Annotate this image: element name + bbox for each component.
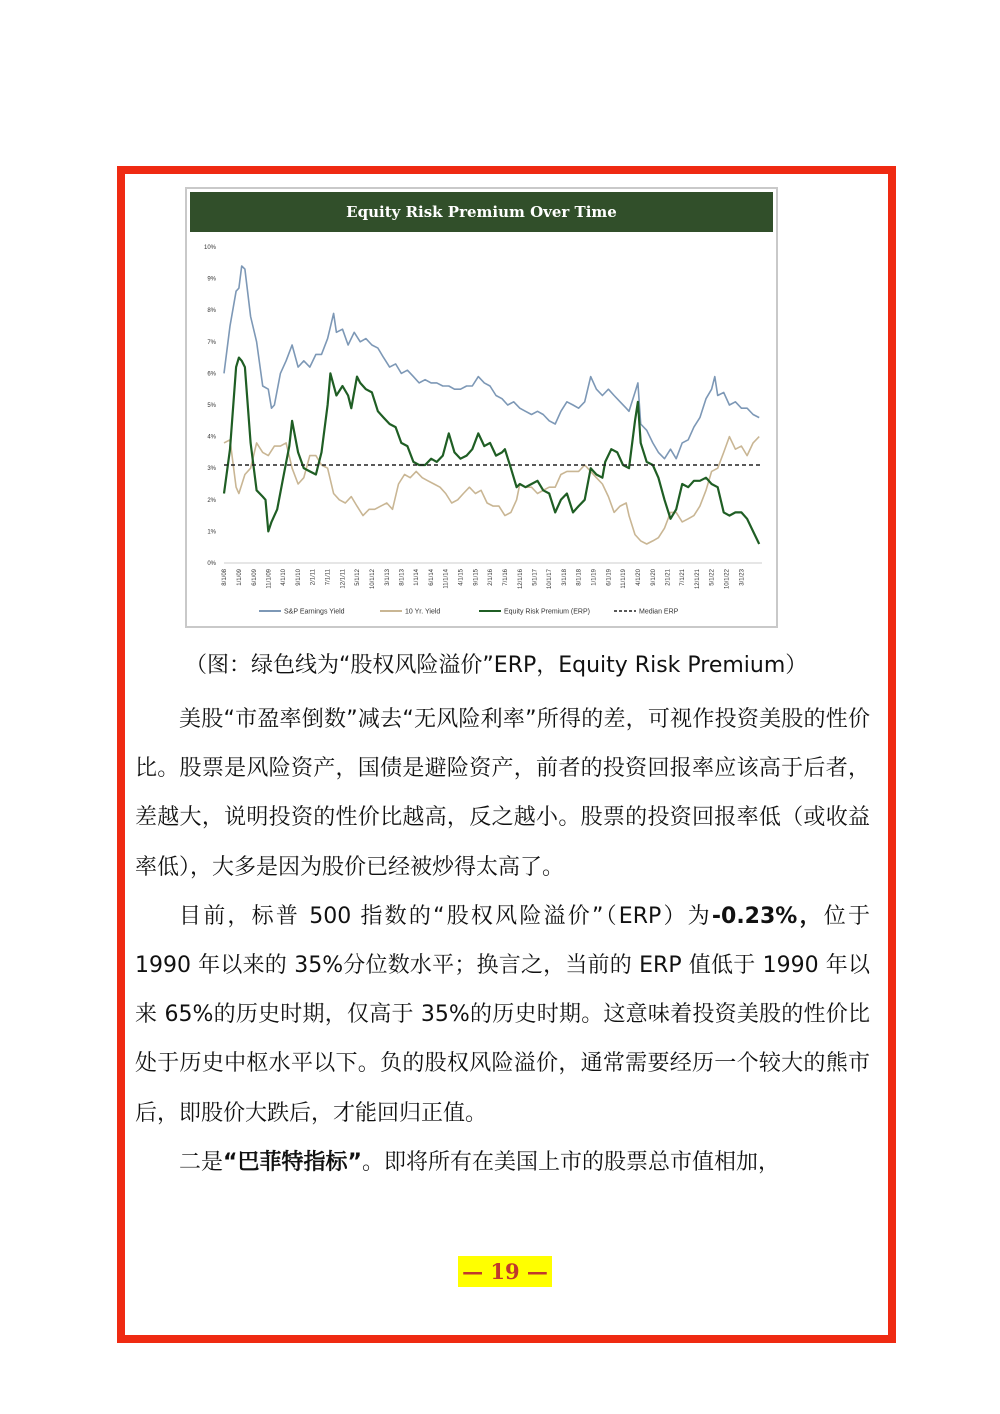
x-tick-label: 6/1/19 [606, 569, 613, 586]
article-body [135, 695, 870, 1187]
y-tick-label: 7% [207, 339, 216, 346]
series-line-s-p-earnings-yield [224, 266, 759, 459]
chart-plot [187, 189, 776, 626]
y-tick-label: 4% [207, 434, 216, 441]
x-tick-label: 12/1/21 [695, 569, 702, 590]
x-tick-label: 1/1/09 [236, 569, 243, 586]
y-tick-label: 1% [207, 529, 216, 536]
x-tick-label: 6/1/09 [251, 569, 258, 586]
erp-value: -0.23%， [711, 903, 824, 929]
x-tick-label: 4/1/20 [635, 569, 642, 586]
x-tick-label: 1/1/19 [591, 569, 598, 586]
legend-label: 10 Yr. Yield [405, 608, 441, 616]
x-tick-label: 8/1/08 [222, 569, 228, 586]
x-tick-label: 5/1/17 [532, 569, 539, 586]
x-tick-label: 12/1/16 [517, 569, 524, 590]
y-tick-label: 6% [207, 371, 216, 378]
y-tick-label: 5% [207, 403, 216, 409]
x-tick-label: 10/1/22 [724, 569, 731, 590]
x-tick-label: 3/1/13 [384, 569, 391, 586]
y-tick-label: 8% [207, 308, 216, 315]
x-tick-label: 7/1/21 [680, 569, 687, 586]
x-tick-label: 10/1/17 [547, 569, 554, 590]
x-tick-label: 2/1/16 [487, 569, 494, 586]
x-tick-label: 2/1/21 [665, 569, 672, 586]
x-tick-label: 7/1/11 [325, 569, 332, 586]
chart-title: Equity Risk Premium Over Time [190, 192, 773, 232]
y-tick-label: 0% [207, 561, 216, 567]
paragraph-1: 美股“市盈率倒数”减去“无风险利率”所得的差，可视作投资美股的性价比。股票是风险资产，国债是避险资产，前者的投资回报率应该高于后者，差越大，说明投资的性价比越高，反之越小。股票的投资回报率低（或收益率低），大多是因为股价已经被炒得太高了。 [135, 707, 870, 880]
paragraph-2: 目前，标普 500 指数的“股权风险溢价”（ERP）为-0.23%，位于 1990 年以来的 35%分位数水平；换言之，当前的 ERP 值低于 1990 年以来 65%的历史时期，仅高于 35%的历史时期。这意味着投资美股的性价比处于历史中枢水平以下。负的股权风险溢价，通常需要经历一个较大的熊市后，即股价大跌后，才能回归正值。 [135, 903, 870, 1126]
x-tick-label: 1/1/14 [414, 569, 421, 586]
x-tick-label: 8/1/18 [576, 569, 583, 586]
y-tick-label: 2% [207, 497, 216, 504]
x-tick-label: 6/1/14 [429, 569, 436, 586]
y-tick-label: 9% [207, 276, 216, 283]
legend-label: Median ERP [639, 608, 679, 616]
page-number: — 19 — [458, 1256, 552, 1287]
x-tick-label: 10/1/12 [369, 569, 376, 590]
x-tick-label: 11/1/14 [443, 569, 450, 589]
legend-label: Equity Risk Premium (ERP) [504, 608, 590, 616]
x-tick-label: 2/1/11 [310, 569, 317, 586]
x-tick-label: 11/1/09 [266, 569, 273, 589]
x-tick-label: 3/1/23 [739, 569, 746, 586]
x-tick-label: 3/1/18 [562, 569, 569, 586]
x-tick-label: 9/1/20 [650, 569, 657, 586]
y-tick-label: 10% [203, 245, 216, 251]
x-tick-label: 12/1/11 [340, 569, 347, 589]
x-tick-label: 11/1/19 [620, 569, 627, 589]
x-tick-label: 7/1/16 [502, 569, 509, 586]
legend-label: S&P Earnings Yield [284, 608, 345, 616]
x-tick-label: 5/1/22 [709, 569, 716, 586]
x-tick-label: 9/1/15 [473, 569, 480, 586]
x-tick-label: 5/1/12 [354, 569, 361, 586]
y-tick-label: 3% [207, 466, 216, 473]
x-tick-label: 8/1/13 [399, 569, 406, 586]
figure-caption: （图：绿色线为“股权风险溢价”ERP，Equity Risk Premium） [185, 653, 808, 678]
paragraph-3: 二是“巴菲特指标”。即将所有在美国上市的股票总市值相加， [179, 1149, 780, 1175]
buffett-indicator-term: “巴菲特指标” [223, 1149, 362, 1175]
x-tick-label: 4/1/10 [281, 569, 288, 586]
x-tick-label: 9/1/10 [296, 569, 303, 586]
erp-chart [185, 187, 778, 628]
x-tick-label: 4/1/15 [458, 569, 465, 586]
